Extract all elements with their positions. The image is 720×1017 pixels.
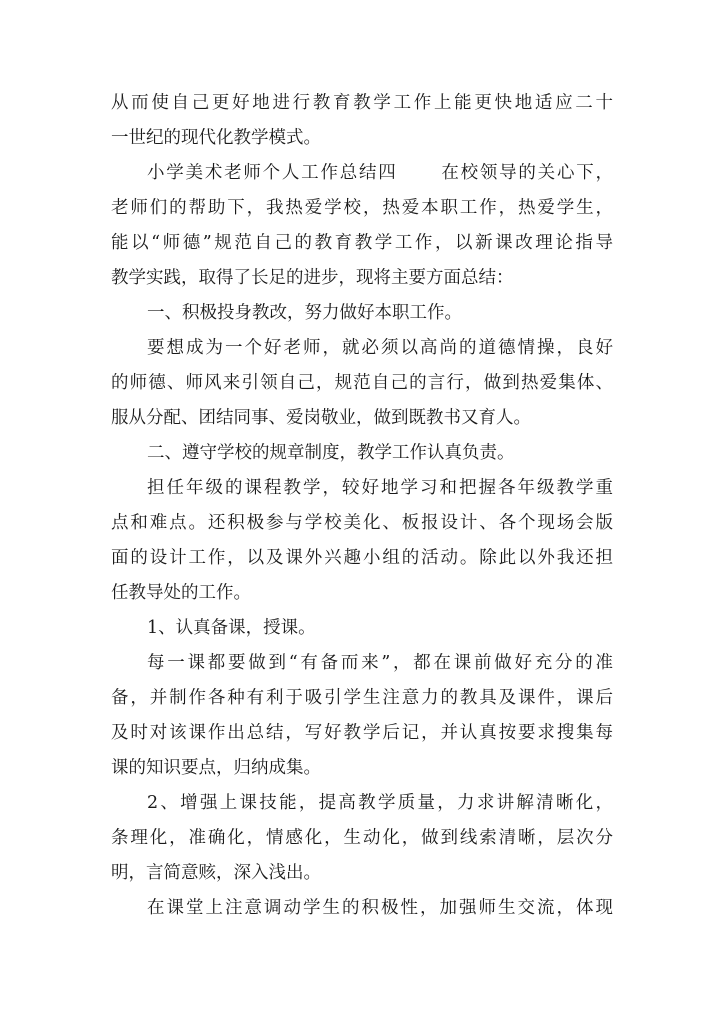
text-line: 备，并制作各种有利于吸引学生注意力的教具及课件，课后 (111, 688, 613, 708)
text-line: 面的设计工作，以及课外兴趣小组的活动。除此以外我还担 (111, 548, 613, 568)
text-line: 点和难点。还积极参与学校美化、板报设计、各个现场会版 (111, 513, 613, 533)
text-line: 及时对该课作出总结，写好教学后记，并认真按要求搜集每 (111, 723, 613, 743)
text-line: 服从分配、团结同事、爱岗敬业，做到既教书又育人。 (111, 408, 531, 428)
section-heading-line (111, 156, 613, 191)
text-line: 的师德、师风来引领自己，规范自己的言行，做到热爱集体、 (111, 373, 613, 393)
heading-line: 1、认真备课，授课。 (147, 618, 316, 638)
text-line: 2、增强上课技能，提高教学质量，力求讲解清晰化， (147, 793, 613, 813)
text-line: 从而使自己更好地进行教育教学工作上能更快地适应二十 (111, 93, 613, 113)
document-body (111, 86, 613, 926)
text-line: 教学实践，取得了长足的进步，现将主要方面总结： (111, 268, 514, 288)
heading-line: 一、积极投身教改，努力做好本职工作。 (147, 303, 462, 323)
text-line: 能以“师德”规范自己的教育教学工作，以新课改理论指导 (111, 233, 613, 253)
heading-line: 二、遵守学校的规章制度，教学工作认真负责。 (147, 443, 515, 463)
text-fragment: 在校领导的关心下， (439, 163, 614, 183)
section-title: 小学美术老师个人工作总结四 (147, 163, 398, 183)
text-line: 要想成为一个好老师，就必须以高尚的道德情操，良好 (147, 338, 613, 358)
text-line: 老师们的帮助下，我热爱学校，热爱本职工作，热爱学生， (111, 198, 613, 218)
text-line: 课的知识要点，归纳成集。 (111, 758, 321, 778)
text-line: 条理化，准确化，情感化，生动化，做到线索清晰，层次分 (111, 828, 613, 848)
text-line: 一世纪的现代化教学模式。 (111, 128, 321, 148)
text-line: 明，言简意赅，深入浅出。 (111, 863, 321, 883)
text-line: 担任年级的课程教学，较好地学习和把握各年级教学重 (147, 478, 613, 498)
text-line: 任教导处的工作。 (111, 583, 251, 603)
text-line: 在课堂上注意调动学生的积极性，加强师生交流，体现 (147, 898, 613, 918)
text-line: 每一课都要做到“有备而来”，都在课前做好充分的准 (147, 653, 613, 673)
